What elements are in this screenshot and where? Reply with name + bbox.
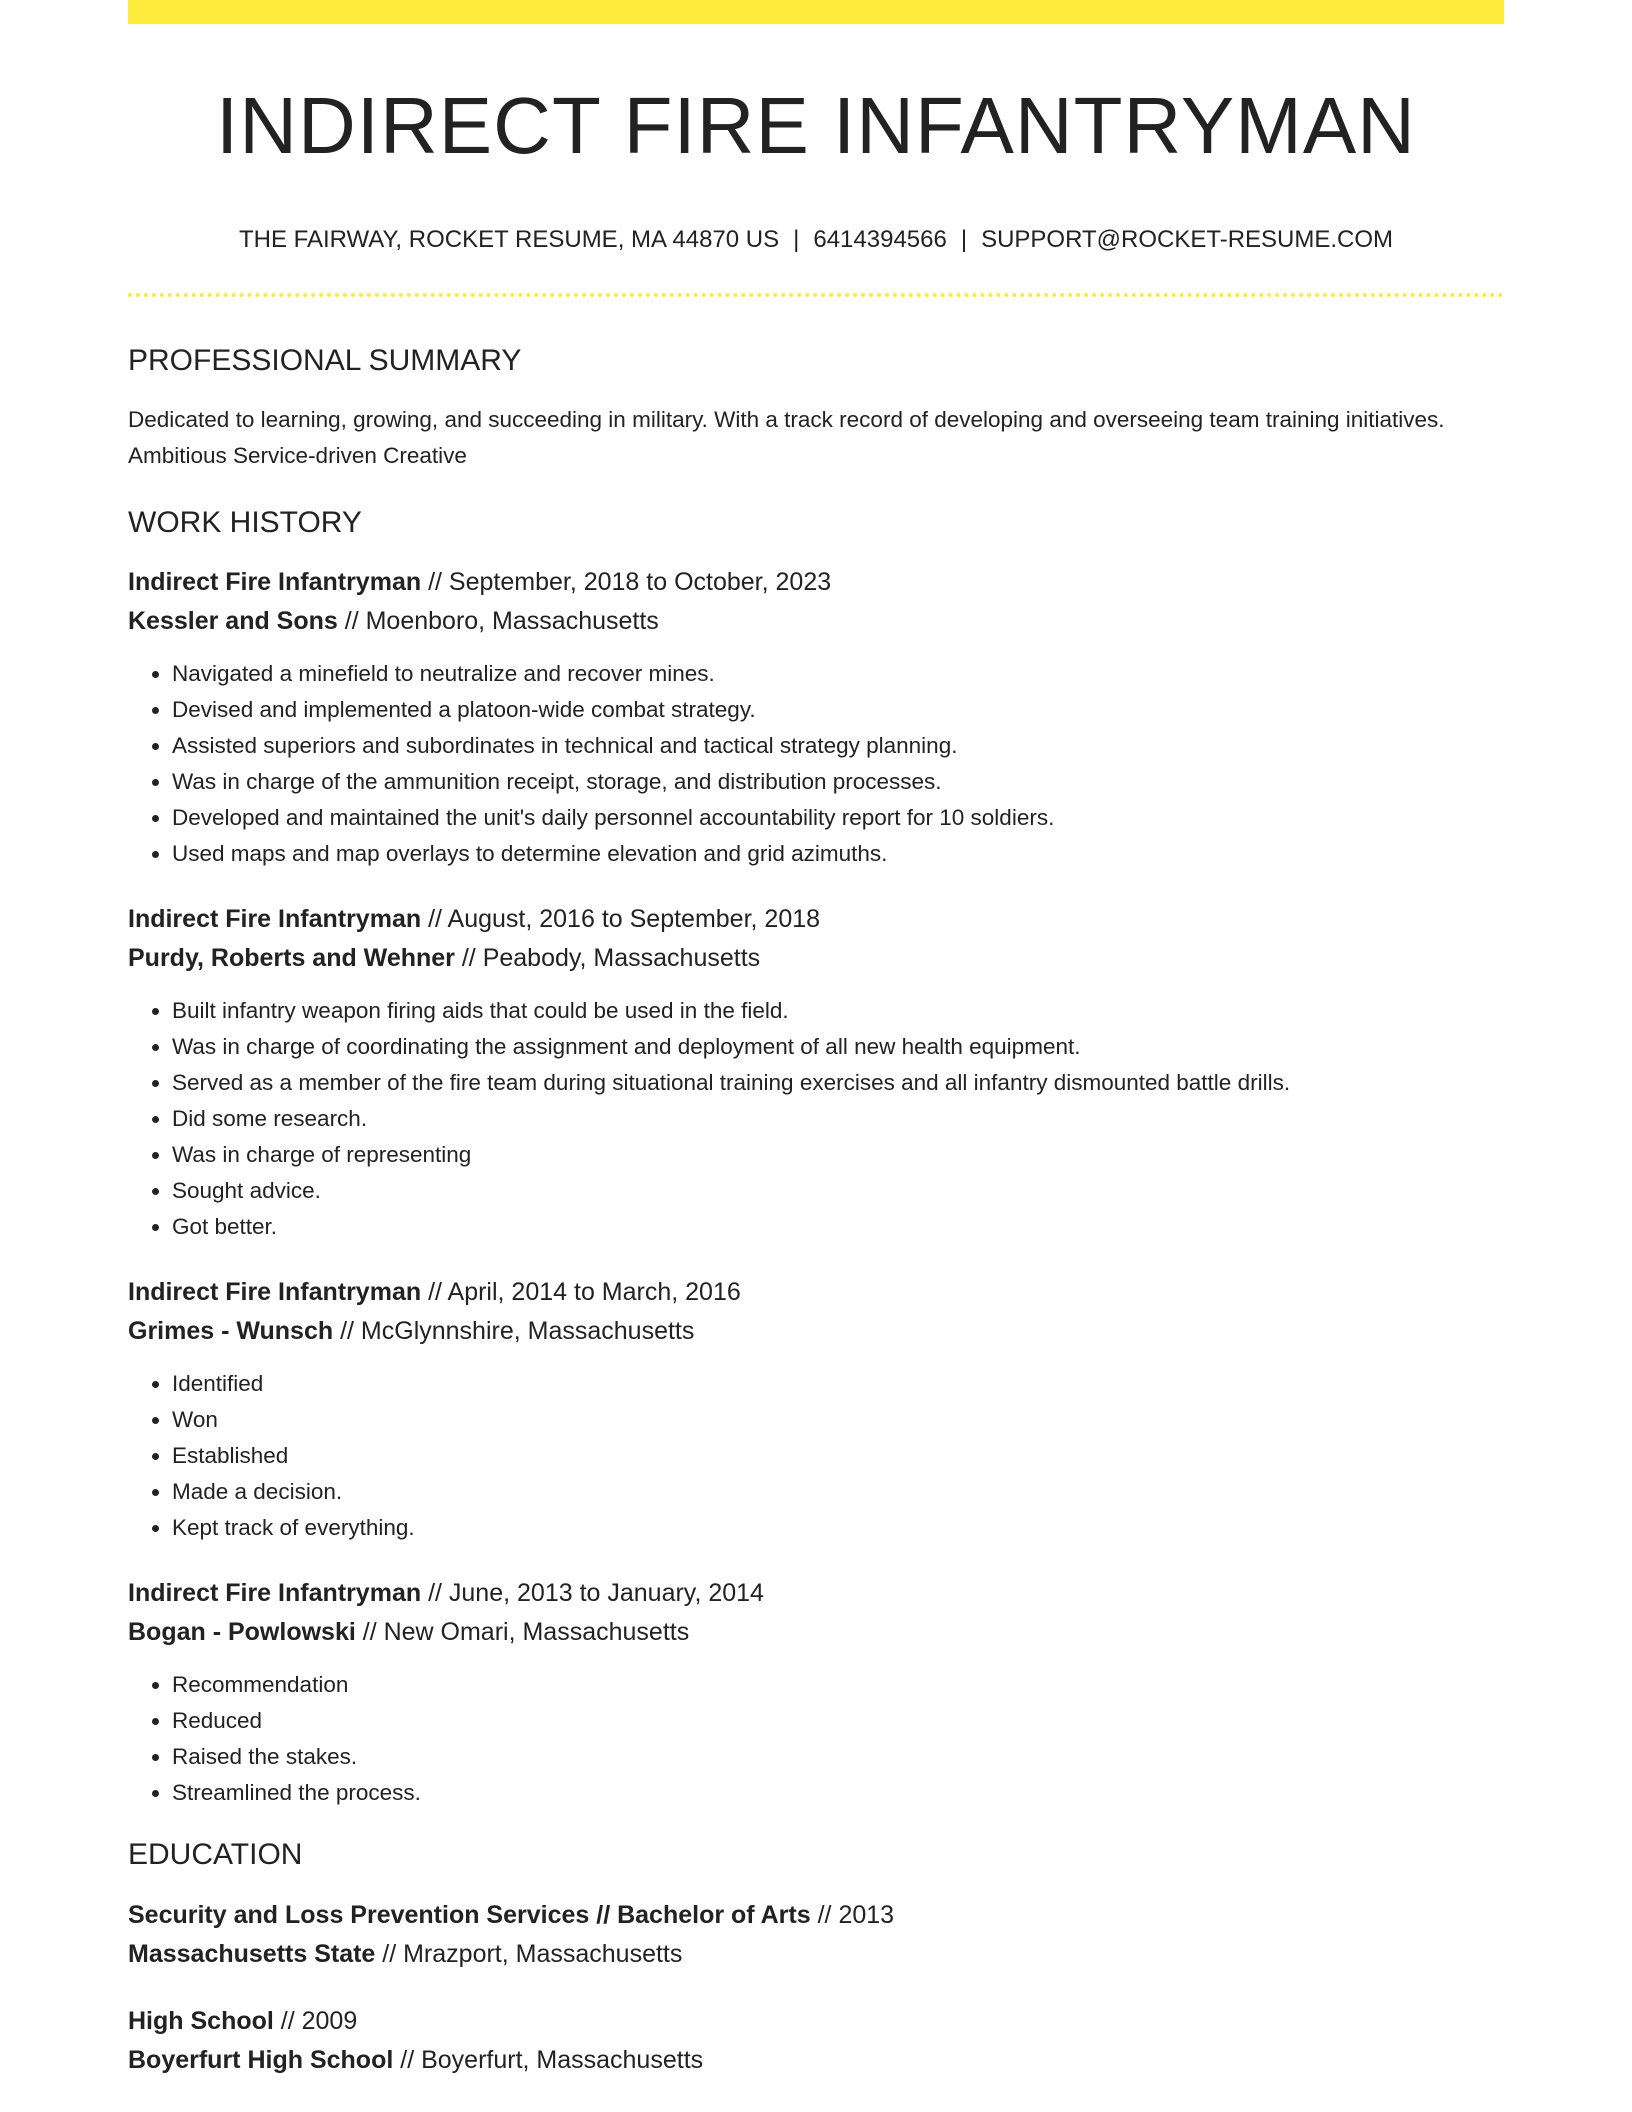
candidate-name: INDIRECT FIRE INFANTRYMAN	[216, 81, 1416, 170]
education-degree-line	[128, 2002, 1504, 2041]
list-item: • Was in charge of representing	[172, 1137, 1504, 1173]
education-school: Massachusetts State	[128, 1939, 376, 1968]
education-year: // 2009	[273, 2006, 358, 2035]
job-role: Indirect Fire Infantryman	[128, 1578, 422, 1607]
contact-line	[128, 226, 1504, 255]
list-item: • Sought advice.	[172, 1173, 1504, 1209]
education-year: // 2013	[810, 1900, 895, 1929]
work-history-heading: WORK HISTORY	[128, 505, 362, 539]
education-degree: Security and Loss Prevention Services // Bachelor of Arts	[128, 1900, 811, 1929]
job-title-line	[128, 563, 1504, 602]
contact-address: THE FAIRWAY, ROCKET RESUME, MA 44870 US	[238, 226, 780, 253]
contact-separator: |	[793, 226, 800, 253]
job-entry	[128, 563, 1504, 872]
job-dates: // September, 2018 to October, 2023	[421, 567, 832, 596]
education-entry	[128, 2002, 1504, 2080]
education-heading: EDUCATION	[128, 1837, 303, 1871]
top-accent-bar	[128, 0, 1504, 24]
list-item: • Raised the stakes.	[172, 1739, 1504, 1775]
job-location: // Peabody, Massachusetts	[454, 943, 761, 972]
job-location: // New Omari, Massachusetts	[355, 1617, 690, 1646]
job-title-line	[128, 1273, 1504, 1312]
resume-page	[128, 0, 1504, 2080]
header-divider	[128, 293, 1504, 297]
job-company: Bogan - Powlowski	[128, 1617, 356, 1646]
job-entry	[128, 1574, 1504, 1811]
job-company: Kessler and Sons	[128, 606, 338, 635]
job-bullets	[128, 656, 1504, 872]
list-item: • Used maps and map overlays to determine elevation and grid azimuths.	[172, 836, 1504, 872]
list-item: • Streamlined the process.	[172, 1775, 1504, 1811]
job-dates: // June, 2013 to January, 2014	[421, 1578, 764, 1607]
job-dates: // April, 2014 to March, 2016	[421, 1277, 741, 1306]
summary-text: Dedicated to learning, growing, and succeeding in military. With a track record of developing and overseeing team training initiatives. Ambitious Service-driven Creative	[128, 406, 1445, 468]
contact-phone[interactable]: 6414394566	[813, 226, 947, 253]
list-item: • Served as a member of the fire team during situational training exercises and all infantry dismounted battle drills.	[172, 1065, 1504, 1101]
education-degree: High School	[128, 2006, 274, 2035]
list-item: • Made a decision.	[172, 1474, 1504, 1510]
education-degree-line	[128, 1896, 1504, 1935]
list-item: • Developed and maintained the unit's daily personnel accountability report for 10 soldiers.	[172, 800, 1504, 836]
job-company: Grimes - Wunsch	[128, 1316, 334, 1345]
job-dates: // August, 2016 to September, 2018	[421, 904, 821, 933]
list-item: • Identified	[172, 1366, 1504, 1402]
job-role: Indirect Fire Infantryman	[128, 904, 422, 933]
list-item: • Recommendation	[172, 1667, 1504, 1703]
job-entry	[128, 1273, 1504, 1546]
list-item: • Was in charge of the ammunition receipt, storage, and distribution processes.	[172, 764, 1504, 800]
list-item: • Devised and implemented a platoon-wide combat strategy.	[172, 692, 1504, 728]
education-entry	[128, 1896, 1504, 1974]
education-location: // Mrazport, Massachusetts	[375, 1939, 683, 1968]
job-bullets	[128, 1366, 1504, 1546]
education-school-line	[128, 2041, 1504, 2080]
education-school: Boyerfurt High School	[128, 2045, 394, 2074]
job-role: Indirect Fire Infantryman	[128, 567, 422, 596]
list-item: • Kept track of everything.	[172, 1510, 1504, 1546]
list-item: • Did some research.	[172, 1101, 1504, 1137]
job-bullets	[128, 1667, 1504, 1811]
job-bullets	[128, 993, 1504, 1245]
list-item: • Assisted superiors and subordinates in technical and tactical strategy planning.	[172, 728, 1504, 764]
job-company: Purdy, Roberts and Wehner	[128, 943, 455, 972]
contact-separator: |	[960, 226, 968, 253]
list-item: • Reduced	[172, 1703, 1504, 1739]
list-item: • Got better.	[172, 1209, 1504, 1245]
job-entry	[128, 900, 1504, 1245]
job-company-line	[128, 602, 1504, 641]
list-item: • Built infantry weapon firing aids that could be used in the field.	[172, 993, 1504, 1029]
contact-email[interactable]: SUPPORT@ROCKET-RESUME.COM	[981, 226, 1394, 253]
job-title-line	[128, 1574, 1504, 1613]
list-item: • Was in charge of coordinating the assignment and deployment of all new health equipment.	[172, 1029, 1504, 1065]
education-location: // Boyerfurt, Massachusetts	[393, 2045, 704, 2074]
job-company-line	[128, 1613, 1504, 1652]
list-item: • Established	[172, 1438, 1504, 1474]
job-company-line	[128, 1312, 1504, 1351]
summary-heading: PROFESSIONAL SUMMARY	[128, 343, 522, 377]
list-item: • Navigated a minefield to neutralize and recover mines.	[172, 656, 1504, 692]
job-title-line	[128, 900, 1504, 939]
job-company-line	[128, 939, 1504, 978]
job-location: // Moenboro, Massachusetts	[337, 606, 659, 635]
list-item: • Won	[172, 1402, 1504, 1438]
job-location: // McGlynnshire, Massachusetts	[333, 1316, 695, 1345]
education-school-line	[128, 1935, 1504, 1974]
job-role: Indirect Fire Infantryman	[128, 1277, 422, 1306]
